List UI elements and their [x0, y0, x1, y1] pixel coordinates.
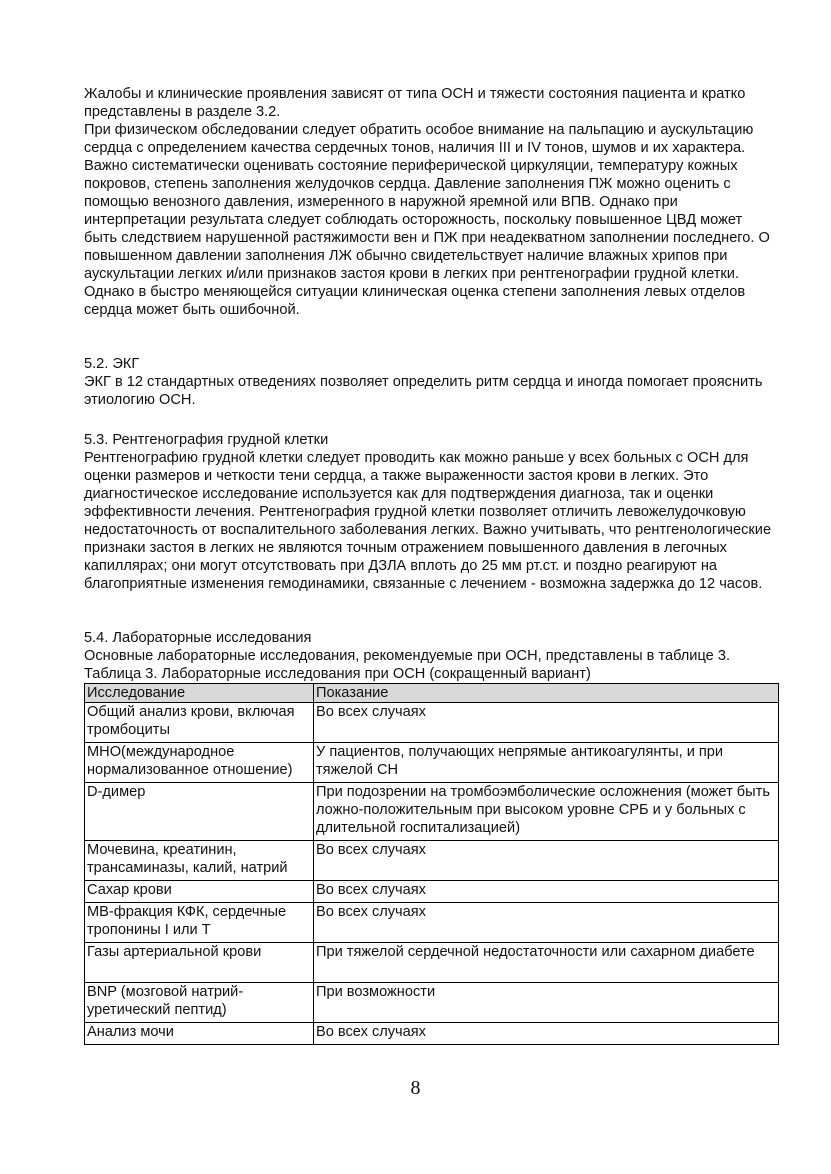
lab-heading: 5.4. Лабораторные исследования: [84, 630, 312, 646]
table-row: [85, 983, 779, 1023]
table-cell-test: МНО(международное нормализованное отношение): [85, 743, 314, 783]
table-cell-indication: Во всех случаях: [314, 1023, 779, 1045]
table-cell-test: Мочевина, креатинин, трансаминазы, калий, натрий: [85, 841, 314, 881]
ecg-text: ЭКГ в 12 стандартных отведениях позволяет определить ритм сердца и иногда помогает прояснить этиологию ОСН.: [84, 374, 763, 408]
table-caption: Таблица 3. Лабораторные исследования при ОСН (сокращенный вариант): [84, 666, 591, 682]
table-row: [85, 903, 779, 943]
table-row: [85, 703, 779, 743]
table-row: [85, 743, 779, 783]
page-number: 8: [410, 1077, 421, 1099]
xray-text: Рентгенографию грудной клетки следует проводить как можно раньше у всех больных с ОСН для оценки размеров и четкости тени сердца, а также выраженности застоя крови в легких. Это диагностическое исследование используется как для подтверждения диагноза, так и оценки эффективности лечения. Рентгенография грудной клетки позволяет отличить левожелудочковую недостаточность от воспалительного заболевания легких. Важно учитывать, что рентгенологические признаки застоя в легких не являются точным отражением повышенного давления в легочных капиллярах; они могут отсутствовать при ДЗЛА вплоть до 25 мм рт.ст. и поздно реагируют на благоприятные изменения гемодинамики, связанные с лечением - возможна задержка до 12 часов.: [84, 450, 772, 592]
table-cell-indication: При подозрении на тромбоэмболические осложнения (может быть ложно-положительным при высоком уровне СРБ и у больных с длительной госпитализацией): [314, 783, 779, 841]
table-cell-test: BNP (мозговой натрий-уретический пептид): [85, 983, 314, 1023]
table-cell-indication: При возможности: [314, 983, 779, 1023]
table-row: [85, 943, 779, 983]
column-header-test: Исследование: [85, 684, 314, 703]
table-cell-indication: Во всех случаях: [314, 903, 779, 943]
intro-paragraph-1: Жалобы и клинические проявления зависят от типа ОСН и тяжести состояния пациента и кратко представлены в разделе 3.2.: [84, 86, 746, 120]
ecg-section: [84, 355, 776, 409]
lab-section: [84, 629, 776, 1045]
table-cell-test: Газы артериальной крови: [85, 943, 314, 983]
intro-paragraph-2: При физическом обследовании следует обратить особое внимание на пальпацию и аускультацию сердца с определением качества сердечных тонов, наличия III и IV тонов, шумов и их характера.: [84, 122, 754, 156]
table-row: [85, 1023, 779, 1045]
intro-paragraph-3: Важно систематически оценивать состояние периферической циркуляции, температуру кожных покровов, степень заполнения желудочков сердца. Давление заполнения ПЖ можно оценить с помощью венозного давления, измеренного в наружной яремной или ВПВ. Однако при интерпретации результата следует соблюдать осторожность, поскольку повышенное ЦВД может быть следствием нарушенной растяжимости вен и ПЖ при неадекватном заполнении последнего. О повышенном давлении заполнения ЛЖ обычно свидетельствует наличие влажных хрипов при аускультации легких и/или признаков застоя крови в легких при рентгенографии грудной клетки. Однако в быстро меняющейся ситуации клиническая оценка степени заполнения левых отделов сердца может быть ошибочной.: [84, 158, 770, 318]
table-cell-indication: У пациентов, получающих непрямые антикоагулянты, и при тяжелой СН: [314, 743, 779, 783]
table-cell-test: Анализ мочи: [85, 1023, 314, 1045]
table-cell-indication: Во всех случаях: [314, 703, 779, 743]
xray-section: [84, 431, 776, 593]
table-row: [85, 841, 779, 881]
table-cell-indication: При тяжелой сердечной недостаточности или сахарном диабете: [314, 943, 779, 983]
table-header-row: [85, 684, 779, 703]
table-cell-test: МВ-фракция КФК, сердечные тропонины I или T: [85, 903, 314, 943]
table-cell-test: D-димер: [85, 783, 314, 841]
xray-heading: 5.3. Рентгенография грудной клетки: [84, 432, 329, 448]
column-header-indication: Показание: [314, 684, 779, 703]
table-cell-test: Сахар крови: [85, 881, 314, 903]
lab-tests-table: [84, 683, 779, 1045]
table-row: [85, 881, 779, 903]
table-row: [85, 783, 779, 841]
ecg-heading: 5.2. ЭКГ: [84, 356, 140, 372]
table-cell-indication: Во всех случаях: [314, 841, 779, 881]
intro-section: [84, 85, 776, 319]
table-cell-test: Общий анализ крови, включая тромбоциты: [85, 703, 314, 743]
table-cell-indication: Во всех случаях: [314, 881, 779, 903]
lab-text: Основные лабораторные исследования, рекомендуемые при ОСН, представлены в таблице 3.: [84, 648, 731, 664]
